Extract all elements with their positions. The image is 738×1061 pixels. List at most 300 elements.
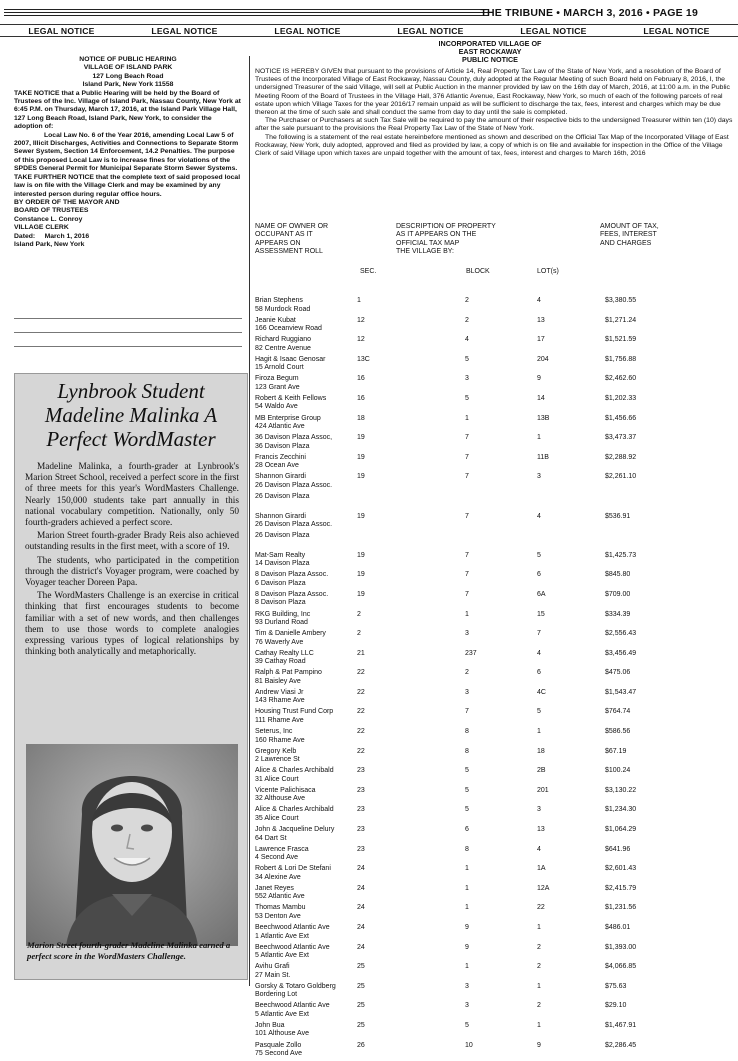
section-number: 22 [357, 669, 365, 677]
lot-number: 6A [537, 590, 546, 598]
section-number: 25 [357, 963, 365, 971]
masthead-rule [4, 12, 488, 13]
owner-name: John & Jacqueline Delury [255, 826, 335, 834]
table-row [255, 513, 735, 533]
notice-heading: NOTICE OF PUBLIC HEARING [79, 56, 177, 63]
section-number: 24 [357, 924, 365, 931]
notice-address: 127 Long Beach Road [92, 72, 164, 80]
amount-due: $536.91 [605, 512, 631, 520]
owner-name: Gorsky & Totaro Goldberg [255, 982, 336, 990]
owner-name: Janet Reyes [255, 884, 294, 892]
header-line: OCCUPANT AS IT [255, 231, 313, 239]
amount-due: $1,756.88 [605, 355, 637, 363]
amount-due: $75.63 [605, 982, 627, 990]
owner-name: Beechwood Atlantic Ave [255, 924, 330, 931]
header-line: ASSESSMENT ROLL [255, 247, 323, 255]
lot-number: 4 [537, 649, 541, 657]
header-line: FEES, INTEREST [600, 231, 657, 239]
block-number: 5 [465, 394, 469, 402]
block-number: 8 [465, 747, 469, 755]
section-number: 22 [357, 728, 365, 736]
block-number: 237 [465, 649, 477, 657]
section-number: 13C [357, 355, 370, 363]
owner-name: Housing Trust Fund Corp [255, 708, 334, 716]
header-line: DESCRIPTION OF PROPERTY [396, 223, 496, 230]
table-row [255, 846, 735, 866]
property-address: 34 Alexine Ave [255, 873, 301, 881]
notice-paragraph: TAKE FURTHER NOTICE that the complete text of said proposed local law is on file with the Village Clerk and may be examined by any interested person during regular office hours. [14, 173, 241, 198]
table-row [255, 963, 735, 983]
table-row [255, 983, 735, 1003]
section-number: 22 [357, 747, 365, 755]
amount-due: $29.10 [605, 1002, 627, 1010]
notice-date: Dated: March 1, 2016 [14, 232, 90, 240]
column-header-block: BLOCK [466, 268, 490, 275]
column-header-description [396, 223, 496, 256]
notice-paragraph: The following is a statement of the real estate hereinbefore mentioned as shown and described on the Official Tax Map of the Incorporated Village of East Rockaway, New York, duly adopted, approved and filed as provided by law, a copy of which is on file and available for inspection in the Office of the Village Clerk of said Village upon which taxes are unpaid together with the amount of tax, fees, interest and charges to March 16th, 2016 [255, 133, 729, 158]
lot-number: 7 [537, 630, 541, 638]
student-photo-illustration [26, 744, 238, 946]
table-row [255, 924, 735, 944]
property-address: 143 Rhame Ave [255, 697, 305, 705]
block-number: 1 [465, 884, 469, 892]
block-number: 7 [465, 551, 469, 559]
divider-line [14, 318, 242, 319]
property-address: 35 Alice Court [255, 814, 299, 822]
tax-sale-table [255, 297, 735, 1061]
amount-due: $2,288.92 [605, 453, 637, 461]
amount-due: $1,425.73 [605, 551, 637, 559]
amount-due: $334.39 [605, 610, 631, 618]
table-row [255, 317, 735, 337]
feature-body [25, 462, 239, 660]
table-row [255, 356, 735, 376]
block-number: 1 [465, 414, 469, 422]
owner-name: Gregory Kelb [255, 747, 297, 755]
section-number: 12 [357, 316, 365, 324]
lot-number: 13 [537, 826, 545, 834]
lot-number: 3 [537, 473, 541, 481]
table-row [255, 728, 735, 748]
lot-number: 1 [537, 982, 541, 990]
owner-name: Francis Zecchini [255, 453, 306, 461]
lot-number: 13B [537, 414, 550, 422]
amount-due: $1,393.00 [605, 943, 637, 951]
amount-due: $2,556.43 [605, 630, 637, 638]
header-line: AMOUNT OF TAX, [600, 223, 659, 230]
lot-number: 4 [537, 512, 541, 520]
lot-number: 17 [537, 336, 545, 344]
section-number: 24 [357, 884, 365, 892]
owner-name: Robert & Keith Fellows [255, 394, 327, 402]
owner-name: Firoza Begum [255, 375, 299, 383]
amount-due: $3,473.37 [605, 434, 637, 442]
feature-paragraph: Madeline Malinka, a fourth-grader at Lynbrook's Marion Street School, received a perfect score in the first of three meets for this year's WordMasters Challenge. Nearly 150,000 students take part annually in this national vocabulary competition. Nationally, only 50 fourth-graders achieved a perfect score. [25, 462, 239, 529]
block-number: 5 [465, 355, 469, 363]
header-line: OFFICIAL TAX MAP [396, 239, 460, 247]
table-row [255, 1022, 735, 1042]
block-number: 7 [465, 571, 469, 579]
section-number: 19 [357, 434, 365, 442]
owner-name: Richard Ruggiano [255, 336, 312, 344]
section-number: 16 [357, 375, 365, 383]
owner-name: Hagit & Isaac Genosar [255, 355, 326, 363]
block-number: 10 [465, 1041, 473, 1049]
legal-notice-label: LEGAL NOTICE [397, 26, 464, 36]
table-row [255, 1042, 735, 1061]
section-number: 22 [357, 708, 365, 716]
masthead-title: THE TRIBUNE • MARCH 3, 2016 • PAGE 19 [480, 7, 698, 19]
block-number: 1 [465, 904, 469, 912]
owner-name: Cathay Realty LLC [255, 649, 314, 657]
section-number: 1 [357, 297, 361, 304]
column-header-owner [255, 223, 328, 256]
lot-number: 2 [537, 943, 541, 951]
notice-signature: VILLAGE CLERK [14, 224, 69, 232]
property-address: 424 Atlantic Ave [255, 423, 305, 431]
header-line: APPEARS ON [255, 239, 301, 247]
block-number: 3 [465, 375, 469, 383]
owner-name: Shannon Girardi [255, 512, 306, 520]
section-number: 12 [357, 336, 365, 344]
table-row [255, 669, 735, 689]
amount-due: $3,130.22 [605, 786, 637, 794]
property-address: 81 Baisley Ave [255, 677, 301, 685]
legal-notice-bar [0, 24, 738, 37]
legal-notice-label: LEGAL NOTICE [151, 26, 218, 36]
section-number: 19 [357, 473, 365, 481]
header-line: AS IT APPEARS ON THE [396, 231, 477, 239]
amount-due: $475.06 [605, 669, 631, 677]
block-number: 8 [465, 845, 469, 853]
owner-name: 26 Davison Plaza [255, 492, 310, 500]
section-number: 25 [357, 1002, 365, 1010]
block-number: 5 [465, 1021, 469, 1029]
section-number: 19 [357, 590, 365, 598]
owner-name: 8 Davison Plaza Assoc. [255, 590, 329, 598]
owner-name: John Bua [255, 1021, 285, 1029]
table-row [255, 552, 735, 572]
block-number: 2 [465, 669, 469, 677]
notice-place: Island Park, New York [14, 240, 85, 248]
section-number: 22 [357, 688, 365, 696]
property-address: 5 Atlantic Ave Ext [255, 1010, 309, 1018]
owner-name: Avihu Grafi [255, 963, 290, 971]
header-line: NAME OF OWNER OR [255, 223, 329, 230]
property-address: 93 Durland Road [255, 619, 308, 626]
lot-number: 15 [537, 610, 545, 618]
section-number: 23 [357, 806, 365, 814]
legal-notice-label: LEGAL NOTICE [274, 26, 341, 36]
property-address: 5 Atlantic Ave Ext [255, 952, 309, 960]
property-address: 39 Cathay Road [255, 658, 306, 666]
legal-notice-label: LEGAL NOTICE [28, 26, 95, 36]
tax-sale-notice-text [255, 68, 733, 158]
feature-paragraph: The WordMasters Challenge is an exercise in critical thinking that first encourages students to become familiar with a set of new words, and then challenges them to use those words to complete analogies expressing various types of logical relationships by thinking both analytically and metaphorically. [25, 591, 239, 658]
section-number: 23 [357, 826, 365, 834]
amount-due: $845.80 [605, 571, 631, 579]
owner-name: Lawrence Frasca [255, 845, 309, 853]
lot-number: 9 [537, 1041, 541, 1049]
divider-line [14, 346, 242, 347]
property-address: 15 Arnold Court [255, 364, 304, 372]
table-row [255, 493, 735, 513]
owner-name: Beechwood Atlantic Ave [255, 943, 330, 951]
owner-name: Alice & Charles Archibald [255, 767, 334, 775]
table-row [255, 375, 735, 395]
block-number: 4 [465, 336, 469, 344]
owner-name: Pasquale Zollo [255, 1041, 302, 1049]
owner-name: Robert & Lori De Stefani [255, 865, 331, 873]
property-address: 123 Grant Ave [255, 383, 300, 391]
section-number: 24 [357, 865, 365, 873]
student-photo [26, 744, 238, 946]
block-number: 5 [465, 806, 469, 814]
table-row [255, 591, 735, 611]
lot-number: 2 [537, 963, 541, 971]
owner-name: Ralph & Pat Pampino [255, 669, 322, 677]
divider-line [14, 332, 242, 333]
table-row [255, 689, 735, 709]
lot-number: 13 [537, 316, 545, 324]
block-number: 3 [465, 688, 469, 696]
feature-paragraph: Marion Street fourth-grader Brady Reis also achieved outstanding results in the first meet, with a score of 19. [25, 531, 239, 553]
column-header-sec: SEC. [360, 268, 377, 275]
table-row [255, 885, 735, 905]
property-address: 53 Denton Ave [255, 912, 301, 920]
table-row [255, 865, 735, 885]
lot-number: 1 [537, 434, 541, 442]
lot-number: 1 [537, 728, 541, 736]
block-number: 7 [465, 590, 469, 598]
lot-number: 6 [537, 669, 541, 677]
lot-number: 204 [537, 355, 549, 363]
photo-caption: Marion Street fourth-grader Madeline Malinka earned a perfect score in the WordMasters Challenge. [27, 940, 231, 961]
feature-story-box [14, 373, 248, 980]
property-address: 26 Davison Plaza Assoc. [255, 481, 333, 489]
masthead-rule [4, 15, 488, 16]
lot-number: 1 [537, 924, 541, 931]
block-number: 5 [465, 786, 469, 794]
property-address: 6 Davison Plaza [255, 579, 306, 587]
table-row [255, 944, 735, 964]
property-address: 4 Second Ave [255, 854, 299, 862]
amount-due: $1,467.91 [605, 1021, 637, 1029]
block-number: 7 [465, 512, 469, 520]
amount-due: $100.24 [605, 767, 631, 775]
table-row [255, 395, 735, 415]
notice-heading: VILLAGE OF ISLAND PARK [83, 64, 173, 72]
owner-name: Mat-Sam Realty [255, 551, 306, 559]
lot-number: 4 [537, 297, 541, 304]
property-address: 28 Ocean Ave [255, 462, 299, 470]
owner-name: Vicente Palichisaca [255, 786, 316, 794]
notice-paragraph: TAKE NOTICE that a Public Hearing will be held by the Board of Trustees of the Inc. Village of Island Park, Nassau County, New York at 6:45 P.M. on Thursday, March 17, 2016, at the Island Park Village Hall, 127 Long Beach Road, Island Park, New York, to consider the adoption of: [14, 89, 241, 131]
property-address: 1 Atlantic Ave Ext [255, 932, 309, 940]
notice-paragraph: The Purchaser or Purchasers at such Tax Sale will be required to pay the amount of their respective bids to the undersigned Treasurer within ten (10) days after the sale pursuant to the provisions the Real Property Tax Law of the State of New York. [255, 117, 733, 133]
amount-due: $1,234.30 [605, 806, 637, 814]
owner-name: RKG Building, Inc [255, 610, 311, 618]
amount-due: $1,231.56 [605, 904, 637, 912]
table-row [255, 415, 735, 435]
block-number: 3 [465, 982, 469, 990]
table-row [255, 611, 735, 631]
table-row [255, 767, 735, 787]
section-number: 19 [357, 512, 365, 520]
amount-due: $3,380.55 [605, 297, 637, 304]
property-address: 27 Main St. [255, 971, 291, 979]
section-number: 23 [357, 767, 365, 775]
owner-name: 36 Davison Plaza Assoc, [255, 434, 333, 442]
section-number: 24 [357, 904, 365, 912]
lot-number: 6 [537, 571, 541, 579]
table-row [255, 904, 735, 924]
notice-signature: Constance L. Conroy [14, 215, 83, 223]
owner-name: Alice & Charles Archibald [255, 806, 334, 814]
legal-notice-label: LEGAL NOTICE [643, 26, 710, 36]
amount-due: $1,543.47 [605, 688, 637, 696]
amount-due: $2,462.60 [605, 375, 637, 383]
lot-number: 9 [537, 375, 541, 383]
owner-name: Brian Stephens [255, 297, 303, 304]
amount-due: $1,064.29 [605, 826, 637, 834]
block-number: 9 [465, 924, 469, 931]
lot-number: 12A [537, 884, 550, 892]
notice-heading: PUBLIC NOTICE [462, 55, 518, 65]
amount-due: $2,261.10 [605, 473, 637, 481]
section-number: 2 [357, 610, 361, 618]
block-number: 2 [465, 297, 469, 304]
property-address: 75 Second Ave [255, 1050, 302, 1058]
block-number: 7 [465, 473, 469, 481]
section-number: 26 [357, 1041, 365, 1049]
column-divider [249, 56, 250, 986]
notice-signature: BOARD OF TRUSTEES [14, 207, 89, 215]
section-number: 21 [357, 649, 365, 657]
table-row [255, 571, 735, 591]
owner-name: Beechwood Atlantic Ave [255, 1002, 330, 1010]
table-row [255, 650, 735, 670]
table-row [255, 532, 735, 552]
lot-number: 2 [537, 1002, 541, 1010]
block-number: 7 [465, 708, 469, 716]
table-row [255, 473, 735, 493]
owner-name: 26 Davison Plaza [255, 532, 310, 540]
owner-name: Thomas Mambu [255, 904, 306, 912]
property-address: 32 Althouse Ave [255, 795, 306, 803]
lot-number: 14 [537, 394, 545, 402]
section-number: 2 [357, 630, 361, 638]
block-number: 3 [465, 1002, 469, 1010]
lot-number: 5 [537, 708, 541, 716]
table-row [255, 630, 735, 650]
property-address: 54 Waldo Ave [255, 403, 298, 411]
owner-name: Seterus, Inc [255, 728, 293, 736]
amount-due: $3,456.49 [605, 649, 637, 657]
block-number: 7 [465, 453, 469, 461]
property-address: 36 Davison Plaza [255, 442, 310, 450]
owner-name: Andrew Viasi Jr [255, 688, 304, 696]
section-number: 19 [357, 571, 365, 579]
legal-notice-label: LEGAL NOTICE [520, 26, 587, 36]
feature-paragraph: The students, who participated in the competition through the district's Voyager program, were coached by Voyager teacher Doreen Papa. [25, 555, 239, 589]
amount-due: $2,601.43 [605, 865, 637, 873]
property-address: 166 Oceanview Road [255, 325, 322, 333]
amount-due: $709.00 [605, 590, 631, 598]
lot-number: 11B [537, 453, 549, 461]
amount-due: $1,456.66 [605, 414, 637, 422]
amount-due: $67.19 [605, 747, 627, 755]
table-row [255, 806, 735, 826]
table-row [255, 336, 735, 356]
table-row [255, 748, 735, 768]
table-row [255, 454, 735, 474]
section-number: 19 [357, 453, 365, 461]
property-address: 552 Atlantic Ave [255, 893, 305, 901]
block-number: 8 [465, 728, 469, 736]
property-address: 2 Lawrence St [255, 756, 300, 764]
amount-due: $486.01 [605, 924, 631, 931]
amount-due: $641.96 [605, 845, 631, 853]
lot-number: 18 [537, 747, 545, 755]
notice-signature: BY ORDER OF THE MAYOR AND [14, 198, 120, 206]
feature-headline: Lynbrook Student Madeline Malinka A Perfect WordMaster [44, 379, 218, 451]
property-address: 111 Rhame Ave [255, 716, 304, 724]
section-number: 16 [357, 394, 365, 402]
table-row [255, 297, 735, 317]
table-row [255, 1002, 735, 1022]
block-number: 3 [465, 630, 469, 638]
property-address: 82 Centre Avenue [255, 344, 311, 352]
table-row [255, 434, 735, 454]
table-row [255, 708, 735, 728]
section-number: 25 [357, 1021, 365, 1029]
property-address: 8 Davison Plaza [255, 599, 306, 607]
section-number: 24 [357, 943, 365, 951]
section-number: 25 [357, 982, 365, 990]
amount-due: $1,521.59 [605, 336, 637, 344]
section-number: 23 [357, 845, 365, 853]
property-address: 76 Waverly Ave [255, 638, 304, 646]
owner-name: MB Enterprise Group [255, 414, 321, 422]
owner-name: Jeanie Kubat [255, 316, 296, 324]
property-address: 64 Dart St [255, 834, 287, 842]
lot-number: 3 [537, 806, 541, 814]
property-address: 14 Davison Plaza [255, 560, 310, 568]
owner-name: Tim & Danielle Ambery [255, 630, 326, 638]
block-number: 1 [465, 963, 469, 971]
masthead-rule [4, 9, 488, 10]
property-address: Bordering Lot [255, 991, 298, 999]
section-number: 19 [357, 551, 365, 559]
header-line: THE VILLAGE BY: [396, 247, 454, 255]
amount-due: $586.56 [605, 728, 631, 736]
lot-number: 2B [537, 767, 546, 775]
amount-due: $1,271.24 [605, 316, 637, 324]
amount-due: $2,286.45 [605, 1041, 637, 1049]
column-header-amount [600, 223, 659, 248]
amount-due: $1,202.33 [605, 394, 637, 402]
column-header-lot: LOT(s) [537, 268, 559, 275]
lot-number: 22 [537, 904, 545, 912]
block-number: 5 [465, 767, 469, 775]
block-number: 9 [465, 943, 469, 951]
owner-name: 8 Davison Plaza Assoc. [255, 571, 329, 579]
notice-heading: INCORPORATED VILLAGE OF [438, 39, 542, 48]
block-number: 6 [465, 826, 469, 834]
lot-number: 4 [537, 845, 541, 853]
section-number: 23 [357, 786, 365, 794]
